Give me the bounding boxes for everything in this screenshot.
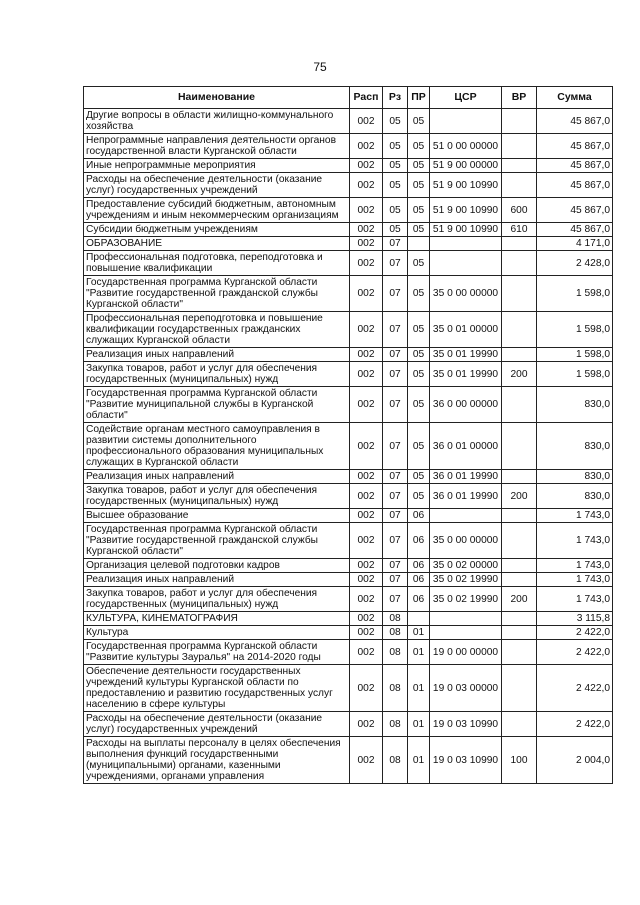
cell-name: Другие вопросы в области жилищно-коммунального хозяйства — [84, 109, 350, 134]
header-rz: Рз — [383, 87, 408, 109]
cell-name: Расходы на обеспечение деятельности (оказание услуг) государственных учреждений — [84, 173, 350, 198]
cell-vr — [502, 423, 537, 470]
cell-pr — [408, 237, 430, 251]
cell-sum: 1 598,0 — [537, 362, 613, 387]
cell-pr: 05 — [408, 134, 430, 159]
cell-pr: 05 — [408, 159, 430, 173]
table-header-row — [84, 87, 613, 109]
cell-csr: 35 0 02 19990 — [430, 587, 502, 612]
cell-rz: 07 — [383, 573, 408, 587]
cell-sum: 2 422,0 — [537, 626, 613, 640]
cell-pr: 05 — [408, 484, 430, 509]
cell-vr: 610 — [502, 223, 537, 237]
cell-csr — [430, 626, 502, 640]
cell-csr: 36 0 00 00000 — [430, 387, 502, 423]
cell-rz: 07 — [383, 470, 408, 484]
cell-rz: 07 — [383, 423, 408, 470]
cell-vr: 600 — [502, 198, 537, 223]
cell-rasp: 002 — [350, 484, 383, 509]
cell-csr: 35 0 01 00000 — [430, 312, 502, 348]
cell-name: Профессиональная подготовка, переподготовка и повышение квалификации — [84, 251, 350, 276]
cell-csr: 19 0 00 00000 — [430, 640, 502, 665]
cell-sum: 2 428,0 — [537, 251, 613, 276]
budget-table — [83, 86, 613, 784]
table-row — [84, 223, 613, 237]
cell-rz: 08 — [383, 737, 408, 784]
page-number: 75 — [313, 60, 327, 74]
cell-rasp: 002 — [350, 665, 383, 712]
cell-pr: 06 — [408, 523, 430, 559]
cell-name: ОБРАЗОВАНИЕ — [84, 237, 350, 251]
table-row — [84, 737, 613, 784]
cell-csr: 19 0 03 10990 — [430, 712, 502, 737]
cell-name: Закупка товаров, работ и услуг для обеспечения государственных (муниципальных) нужд — [84, 362, 350, 387]
cell-vr — [502, 640, 537, 665]
cell-pr: 01 — [408, 626, 430, 640]
cell-vr — [502, 134, 537, 159]
cell-rz: 05 — [383, 159, 408, 173]
table-row — [84, 251, 613, 276]
cell-name: Содействие органам местного самоуправления в развитии системы дополнительного профессионального образования муниципальных служащих в Курганской области — [84, 423, 350, 470]
cell-rasp: 002 — [350, 587, 383, 612]
table-row — [84, 626, 613, 640]
cell-rasp: 002 — [350, 559, 383, 573]
cell-sum: 830,0 — [537, 470, 613, 484]
table-row — [84, 362, 613, 387]
cell-name: Реализация иных направлений — [84, 348, 350, 362]
cell-pr: 05 — [408, 387, 430, 423]
cell-rz: 05 — [383, 198, 408, 223]
cell-sum: 2 422,0 — [537, 712, 613, 737]
cell-rasp: 002 — [350, 737, 383, 784]
cell-vr: 200 — [502, 484, 537, 509]
cell-sum: 2 422,0 — [537, 640, 613, 665]
cell-pr: 06 — [408, 587, 430, 612]
cell-rasp: 002 — [350, 348, 383, 362]
cell-csr — [430, 612, 502, 626]
cell-csr: 36 0 01 19990 — [430, 484, 502, 509]
cell-pr: 06 — [408, 573, 430, 587]
cell-pr: 05 — [408, 198, 430, 223]
cell-rasp: 002 — [350, 470, 383, 484]
cell-sum: 45 867,0 — [537, 173, 613, 198]
header-sum: Сумма — [537, 87, 613, 109]
cell-rasp: 002 — [350, 362, 383, 387]
cell-rasp: 002 — [350, 109, 383, 134]
cell-rz: 08 — [383, 612, 408, 626]
cell-vr — [502, 712, 537, 737]
cell-pr: 01 — [408, 712, 430, 737]
cell-rasp: 002 — [350, 423, 383, 470]
header-csr: ЦСР — [430, 87, 502, 109]
cell-sum: 45 867,0 — [537, 159, 613, 173]
cell-sum: 1 598,0 — [537, 348, 613, 362]
cell-name: Закупка товаров, работ и услуг для обеспечения государственных (муниципальных) нужд — [84, 484, 350, 509]
cell-csr: 36 0 01 19990 — [430, 470, 502, 484]
cell-csr: 51 9 00 00000 — [430, 159, 502, 173]
cell-rz: 07 — [383, 559, 408, 573]
cell-sum: 830,0 — [537, 484, 613, 509]
cell-pr: 06 — [408, 559, 430, 573]
cell-vr — [502, 173, 537, 198]
cell-csr: 51 9 00 10990 — [430, 198, 502, 223]
cell-rasp: 002 — [350, 573, 383, 587]
cell-rz: 07 — [383, 237, 408, 251]
cell-sum: 1 743,0 — [537, 559, 613, 573]
cell-rasp: 002 — [350, 612, 383, 626]
cell-vr — [502, 573, 537, 587]
cell-rasp: 002 — [350, 523, 383, 559]
cell-sum: 1 743,0 — [537, 573, 613, 587]
cell-sum: 45 867,0 — [537, 198, 613, 223]
cell-rasp: 002 — [350, 173, 383, 198]
cell-rasp: 002 — [350, 134, 383, 159]
cell-pr: 05 — [408, 173, 430, 198]
cell-pr: 05 — [408, 223, 430, 237]
cell-vr — [502, 470, 537, 484]
cell-vr: 200 — [502, 587, 537, 612]
cell-csr: 35 0 01 19990 — [430, 348, 502, 362]
cell-vr: 100 — [502, 737, 537, 784]
cell-rasp: 002 — [350, 626, 383, 640]
cell-rz: 08 — [383, 665, 408, 712]
cell-rasp: 002 — [350, 387, 383, 423]
cell-csr: 35 0 01 19990 — [430, 362, 502, 387]
cell-name: Субсидии бюджетным учреждениям — [84, 223, 350, 237]
table-row — [84, 523, 613, 559]
table-row — [84, 276, 613, 312]
cell-rasp: 002 — [350, 509, 383, 523]
cell-sum: 1 743,0 — [537, 587, 613, 612]
cell-rz: 05 — [383, 223, 408, 237]
cell-vr — [502, 237, 537, 251]
cell-rz: 05 — [383, 173, 408, 198]
cell-rz: 07 — [383, 362, 408, 387]
cell-rz: 05 — [383, 109, 408, 134]
cell-rz: 05 — [383, 134, 408, 159]
cell-pr: 01 — [408, 737, 430, 784]
header-name: Наименование — [84, 87, 350, 109]
header-pr: ПР — [408, 87, 430, 109]
cell-rz: 07 — [383, 348, 408, 362]
cell-name: Расходы на обеспечение деятельности (оказание услуг) государственных учреждений — [84, 712, 350, 737]
cell-csr — [430, 509, 502, 523]
table-row — [84, 312, 613, 348]
table-row — [84, 509, 613, 523]
cell-sum: 2 004,0 — [537, 737, 613, 784]
cell-name: Обеспечение деятельности государственных учреждений культуры Курганской области по предоставлению и развитию государственных услуг населению в сфере культуры — [84, 665, 350, 712]
cell-rasp: 002 — [350, 312, 383, 348]
table-row — [84, 470, 613, 484]
cell-rasp: 002 — [350, 712, 383, 737]
table-row — [84, 665, 613, 712]
cell-pr: 05 — [408, 362, 430, 387]
cell-csr — [430, 251, 502, 276]
cell-csr: 35 0 00 00000 — [430, 276, 502, 312]
cell-pr: 05 — [408, 251, 430, 276]
table-row — [84, 159, 613, 173]
cell-name: Культура — [84, 626, 350, 640]
cell-sum: 4 171,0 — [537, 237, 613, 251]
cell-rasp: 002 — [350, 640, 383, 665]
cell-pr: 05 — [408, 470, 430, 484]
cell-rz: 08 — [383, 712, 408, 737]
cell-sum: 45 867,0 — [537, 134, 613, 159]
cell-vr — [502, 559, 537, 573]
cell-rz: 07 — [383, 251, 408, 276]
cell-rz: 07 — [383, 509, 408, 523]
cell-pr: 05 — [408, 312, 430, 348]
cell-name: Профессиональная переподготовка и повышение квалификации государственных гражданских служащих Курганской области — [84, 312, 350, 348]
cell-csr: 51 0 00 00000 — [430, 134, 502, 159]
table-row — [84, 712, 613, 737]
table-row — [84, 640, 613, 665]
cell-sum: 2 422,0 — [537, 665, 613, 712]
table-row — [84, 612, 613, 626]
cell-vr — [502, 509, 537, 523]
table-row — [84, 173, 613, 198]
cell-sum: 1 598,0 — [537, 312, 613, 348]
cell-vr — [502, 109, 537, 134]
cell-vr — [502, 276, 537, 312]
table-row — [84, 387, 613, 423]
table-row — [84, 559, 613, 573]
cell-csr: 19 0 03 10990 — [430, 737, 502, 784]
header-vr: ВР — [502, 87, 537, 109]
cell-rz: 08 — [383, 626, 408, 640]
cell-vr — [502, 387, 537, 423]
cell-vr — [502, 348, 537, 362]
cell-rasp: 002 — [350, 237, 383, 251]
cell-name: Реализация иных направлений — [84, 470, 350, 484]
cell-name: Предоставление субсидий бюджетным, автономным учреждениям и иным некоммерческим организациям — [84, 198, 350, 223]
cell-vr — [502, 312, 537, 348]
cell-vr — [502, 251, 537, 276]
cell-rasp: 002 — [350, 223, 383, 237]
cell-csr: 51 9 00 10990 — [430, 223, 502, 237]
table-row — [84, 484, 613, 509]
cell-sum: 830,0 — [537, 423, 613, 470]
cell-rz: 08 — [383, 640, 408, 665]
cell-rz: 07 — [383, 523, 408, 559]
table-row — [84, 198, 613, 223]
cell-sum: 1 598,0 — [537, 276, 613, 312]
cell-name: Иные непрограммные мероприятия — [84, 159, 350, 173]
cell-name: КУЛЬТУРА, КИНЕМАТОГРАФИЯ — [84, 612, 350, 626]
cell-pr: 06 — [408, 509, 430, 523]
cell-name: Государственная программа Курганской области "Развитие государственной гражданской службы Курганской области" — [84, 276, 350, 312]
cell-sum: 1 743,0 — [537, 509, 613, 523]
cell-rasp: 002 — [350, 276, 383, 312]
cell-pr: 05 — [408, 423, 430, 470]
table-row — [84, 573, 613, 587]
cell-name: Высшее образование — [84, 509, 350, 523]
cell-csr: 35 0 02 00000 — [430, 559, 502, 573]
cell-pr: 05 — [408, 348, 430, 362]
cell-csr — [430, 109, 502, 134]
cell-name: Непрограммные направления деятельности органов государственной власти Курганской области — [84, 134, 350, 159]
cell-name: Расходы на выплаты персоналу в целях обеспечения выполнения функций государственными (муниципальными) органами, казенными учреждениями, органами управления — [84, 737, 350, 784]
cell-csr: 35 0 02 19990 — [430, 573, 502, 587]
cell-rasp: 002 — [350, 251, 383, 276]
cell-pr: 01 — [408, 640, 430, 665]
cell-sum: 45 867,0 — [537, 223, 613, 237]
cell-name: Государственная программа Курганской области "Развитие культуры Зауралья" на 2014-2020 годы — [84, 640, 350, 665]
cell-csr: 35 0 00 00000 — [430, 523, 502, 559]
cell-rz: 07 — [383, 587, 408, 612]
cell-sum: 45 867,0 — [537, 109, 613, 134]
cell-vr — [502, 665, 537, 712]
cell-vr — [502, 159, 537, 173]
cell-name: Организация целевой подготовки кадров — [84, 559, 350, 573]
cell-name: Государственная программа Курганской области "Развитие государственной гражданской службы Курганской области" — [84, 523, 350, 559]
cell-csr: 36 0 01 00000 — [430, 423, 502, 470]
cell-rz: 07 — [383, 312, 408, 348]
cell-name: Реализация иных направлений — [84, 573, 350, 587]
table-row — [84, 348, 613, 362]
cell-rz: 07 — [383, 484, 408, 509]
cell-rasp: 002 — [350, 159, 383, 173]
table-row — [84, 587, 613, 612]
cell-rz: 07 — [383, 387, 408, 423]
cell-pr: 01 — [408, 665, 430, 712]
table-row — [84, 423, 613, 470]
cell-csr: 51 9 00 10990 — [430, 173, 502, 198]
cell-vr — [502, 612, 537, 626]
cell-rasp: 002 — [350, 198, 383, 223]
table-row — [84, 134, 613, 159]
cell-pr: 05 — [408, 276, 430, 312]
table-row — [84, 237, 613, 251]
table-row — [84, 109, 613, 134]
cell-vr: 200 — [502, 362, 537, 387]
cell-name: Государственная программа Курганской области "Развитие муниципальной службы в Курганской области" — [84, 387, 350, 423]
cell-sum: 3 115,8 — [537, 612, 613, 626]
cell-name: Закупка товаров, работ и услуг для обеспечения государственных (муниципальных) нужд — [84, 587, 350, 612]
cell-csr — [430, 237, 502, 251]
cell-vr — [502, 626, 537, 640]
cell-sum: 1 743,0 — [537, 523, 613, 559]
cell-rz: 07 — [383, 276, 408, 312]
cell-pr: 05 — [408, 109, 430, 134]
cell-pr — [408, 612, 430, 626]
header-rasp: Расп — [350, 87, 383, 109]
cell-sum: 830,0 — [537, 387, 613, 423]
cell-vr — [502, 523, 537, 559]
cell-csr: 19 0 03 00000 — [430, 665, 502, 712]
